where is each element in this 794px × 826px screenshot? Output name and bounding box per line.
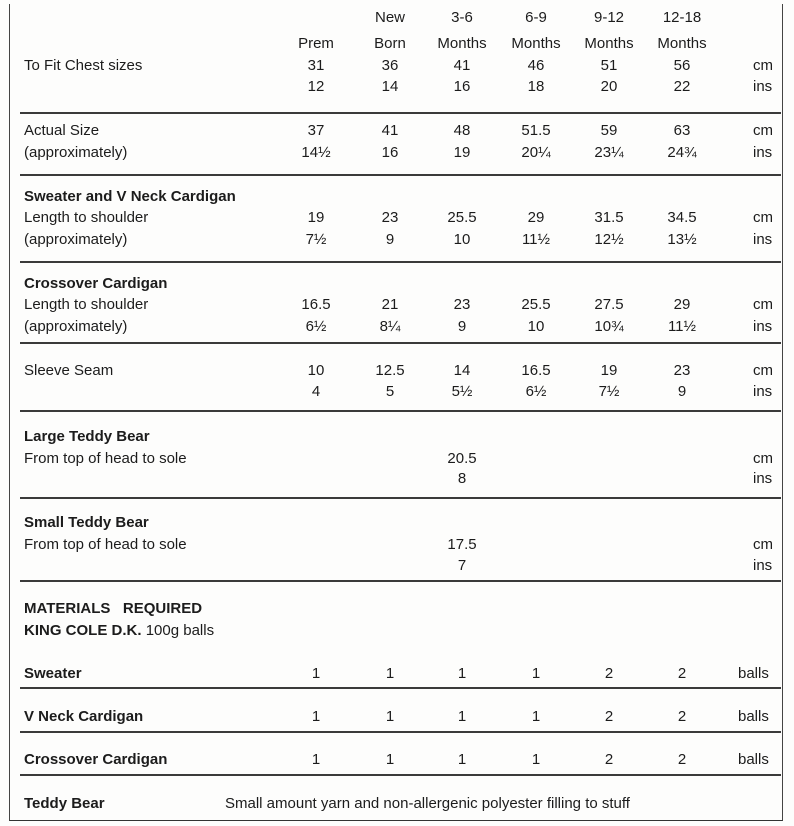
materials-unit: balls [738,665,769,682]
table-cell: 9 [457,318,467,335]
materials-row-label: V Neck Cardigan [24,708,144,725]
row-label: Actual Size [24,122,100,139]
materials-cell: 2 [677,665,687,682]
column-header: Prem [298,35,334,52]
table-cell: 46 [527,57,545,74]
table-cell: 23 [381,209,399,226]
column-header: Months [511,35,561,52]
table-cell: 7 [457,557,467,574]
table-cell: 48 [453,122,471,139]
unit-label: ins [753,318,773,335]
row-label: (approximately) [24,231,128,248]
unit-label: cm [753,122,773,139]
unit-label: cm [753,57,773,74]
table-cell: 31.5 [594,209,624,226]
section-divider [20,580,781,582]
table-cell: 34.5 [667,209,697,226]
table-cell: 17.5 [447,536,477,553]
row-label: From top of head to sole [24,536,187,553]
table-cell: 19 [307,209,325,226]
materials-cell: 1 [531,708,541,725]
row-label: Sleeve Seam [24,362,114,379]
row-label: (approximately) [24,144,128,161]
materials-row-label: Crossover Cardigan [24,751,168,768]
materials-cell: 1 [311,708,321,725]
table-cell: 19 [453,144,471,161]
table-cell: 63 [673,122,691,139]
teddy-label: Teddy Bear [24,795,105,812]
table-cell: 41 [381,122,399,139]
table-cell: 7½ [598,383,620,400]
table-cell: 24¾ [667,144,697,161]
materials-cell: 2 [604,751,614,768]
materials-cell: 1 [457,751,467,768]
table-cell: 6½ [525,383,547,400]
table-cell: 23 [453,296,471,313]
table-cell: 14 [453,362,471,379]
section-divider [20,174,781,176]
materials-cell: 2 [604,665,614,682]
column-header: 6-9 [525,9,547,26]
unit-label: cm [753,296,773,313]
column-header: Born [374,35,406,52]
table-cell: 41 [453,57,471,74]
materials-cell: 1 [457,665,467,682]
table-cell: 9 [677,383,687,400]
table-cell: 11½ [667,318,697,335]
teddy-description: Small amount yarn and non-allergenic polyester filling to stuff [225,795,630,812]
table-cell: 23¼ [594,144,624,161]
row-label: To Fit Chest sizes [24,57,143,74]
table-cell: 56 [673,57,691,74]
column-header: 3-6 [451,9,473,26]
table-cell: 14½ [301,144,331,161]
unit-label: cm [753,209,773,226]
table-cell: 37 [307,122,325,139]
row-label: Length to shoulder [24,209,149,226]
table-cell: 20 [600,78,618,95]
table-cell: 7½ [305,231,327,248]
materials-divider [20,687,781,689]
table-cell: 23 [673,362,691,379]
table-cell: 20¼ [521,144,551,161]
table-cell: 16.5 [301,296,331,313]
table-cell: 6½ [305,318,327,335]
column-header: 12-18 [662,9,702,26]
materials-heading: MATERIALS REQUIRED [24,600,203,617]
table-cell: 20.5 [447,450,477,467]
unit-label: cm [753,362,773,379]
table-cell: 8¼ [379,318,401,335]
table-cell: 14 [381,78,399,95]
unit-label: cm [753,450,773,467]
table-cell: 27.5 [594,296,624,313]
unit-label: ins [753,557,773,574]
table-cell: 18 [527,78,545,95]
materials-cell: 1 [457,708,467,725]
materials-cell: 1 [531,751,541,768]
column-header: 9-12 [593,9,625,26]
table-cell: 10¾ [594,318,624,335]
row-label: From top of head to sole [24,450,187,467]
column-header: New [374,9,406,26]
section-divider [20,410,781,412]
materials-cell: 1 [385,708,395,725]
table-cell: 16 [381,144,399,161]
section-title: Sweater and V Neck Cardigan [24,188,236,205]
table-cell: 12 [307,78,325,95]
materials-cell: 1 [385,665,395,682]
table-cell: 29 [673,296,691,313]
table-cell: 36 [381,57,399,74]
table-cell: 25.5 [447,209,477,226]
table-cell: 10 [453,231,471,248]
table-cell: 22 [673,78,691,95]
column-header: Months [584,35,634,52]
yarn-description: 100g balls [145,622,215,639]
table-cell: 21 [381,296,399,313]
table-cell: 12½ [594,231,624,248]
unit-label: ins [753,78,773,95]
materials-cell: 1 [531,665,541,682]
table-cell: 4 [311,383,321,400]
table-cell: 13½ [667,231,697,248]
yarn-line [24,622,214,640]
table-cell: 12.5 [375,362,405,379]
section-divider [20,342,781,344]
section-title: Small Teddy Bear [24,514,149,531]
table-cell: 25.5 [521,296,551,313]
column-header: Months [657,35,707,52]
materials-cell: 1 [385,751,395,768]
materials-cell: 2 [677,708,687,725]
column-header: Months [437,35,487,52]
table-cell: 11½ [521,231,551,248]
section-divider [20,497,781,499]
yarn-brand: KING COLE D.K. [24,622,142,639]
table-cell: 29 [527,209,545,226]
section-divider [20,112,781,114]
materials-cell: 2 [677,751,687,768]
section-title: Large Teddy Bear [24,428,150,445]
table-cell: 51.5 [521,122,551,139]
materials-cell: 2 [604,708,614,725]
section-title: Crossover Cardigan [24,275,168,292]
unit-label: cm [753,536,773,553]
materials-row-label: Sweater [24,665,82,682]
section-divider [20,261,781,263]
table-cell: 10 [527,318,545,335]
table-cell: 19 [600,362,618,379]
table-cell: 16.5 [521,362,551,379]
unit-label: ins [753,231,773,248]
row-label: Length to shoulder [24,296,149,313]
materials-divider [20,774,781,776]
unit-label: ins [753,144,773,161]
materials-divider [20,731,781,733]
table-cell: 10 [307,362,325,379]
materials-cell: 1 [311,665,321,682]
table-cell: 5 [385,383,395,400]
table-cell: 51 [600,57,618,74]
row-label: (approximately) [24,318,128,335]
unit-label: ins [753,383,773,400]
table-cell: 5½ [451,383,473,400]
table-cell: 8 [457,470,467,487]
table-cell: 31 [307,57,325,74]
materials-unit: balls [738,708,769,725]
materials-unit: balls [738,751,769,768]
table-cell: 59 [600,122,618,139]
table-cell: 9 [385,231,395,248]
materials-cell: 1 [311,751,321,768]
unit-label: ins [753,470,773,487]
table-cell: 16 [453,78,471,95]
